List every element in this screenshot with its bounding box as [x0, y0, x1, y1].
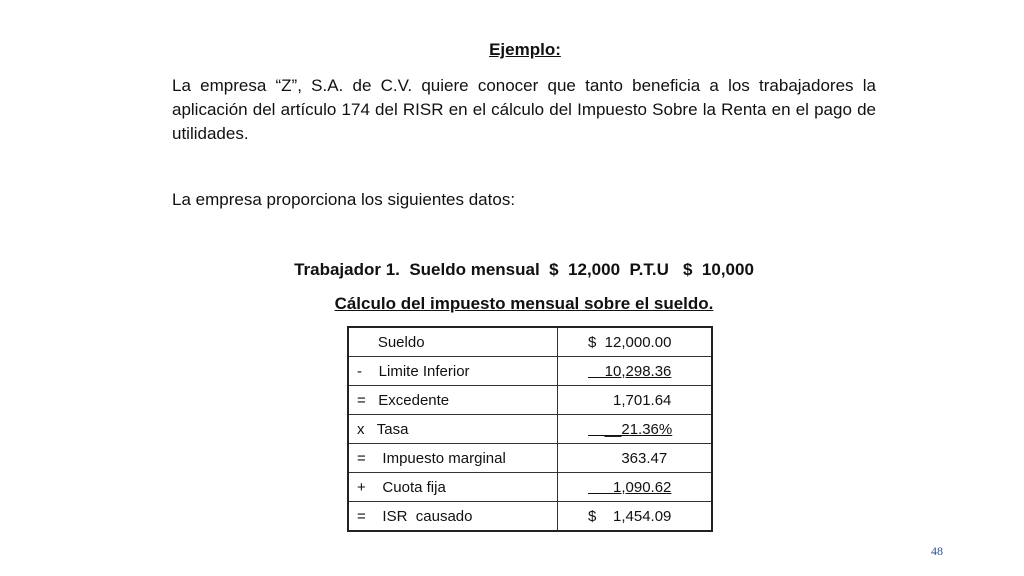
- table-row: [348, 444, 712, 473]
- row-value-impuesto-marginal: 363.47: [558, 444, 713, 473]
- row-value-limite-inferior: 10,298.36: [558, 357, 713, 386]
- row-label-cuota-fija: + Cuota fija: [348, 473, 558, 502]
- intro-paragraph: La empresa “Z”, S.A. de C.V. quiere conocer que tanto beneficia a los trabajadores la aplicación del artículo 174 del RISR en el cálculo del Impuesto Sobre la Renta en el pago de utilidades.: [172, 76, 876, 143]
- row-label-tasa: x Tasa: [348, 415, 558, 444]
- row-label-impuesto-marginal: = Impuesto marginal: [348, 444, 558, 473]
- isr-calculation-table: [347, 326, 713, 532]
- calculation-title: Cálculo del impuesto mensual sobre el sueldo.: [334, 294, 714, 313]
- row-value-isr-causado: $ 1,454.09: [558, 502, 713, 532]
- table-row: [348, 502, 712, 532]
- row-label-excedente: = Excedente: [348, 386, 558, 415]
- table-row: [348, 473, 712, 502]
- data-intro-text: La empresa proporciona los siguientes datos:: [172, 190, 516, 209]
- row-label-limite-inferior: - Limite Inferior: [348, 357, 558, 386]
- row-label-isr-causado: = ISR causado: [348, 502, 558, 532]
- table-row: [348, 415, 712, 444]
- worker-summary-line: Trabajador 1. Sueldo mensual $ 12,000 P.T.U $ 10,000: [294, 260, 754, 279]
- page-number: 48: [931, 544, 943, 558]
- example-heading: Ejemplo:: [489, 40, 561, 59]
- row-value-tasa: __21.36%: [558, 415, 713, 444]
- row-value-cuota-fija: 1,090.62: [558, 473, 713, 502]
- row-value-sueldo: $ 12,000.00: [558, 327, 713, 357]
- table-row: [348, 357, 712, 386]
- table-row: [348, 386, 712, 415]
- table-row: [348, 327, 712, 357]
- row-value-excedente: 1,701.64: [558, 386, 713, 415]
- row-label-sueldo: Sueldo: [348, 327, 558, 357]
